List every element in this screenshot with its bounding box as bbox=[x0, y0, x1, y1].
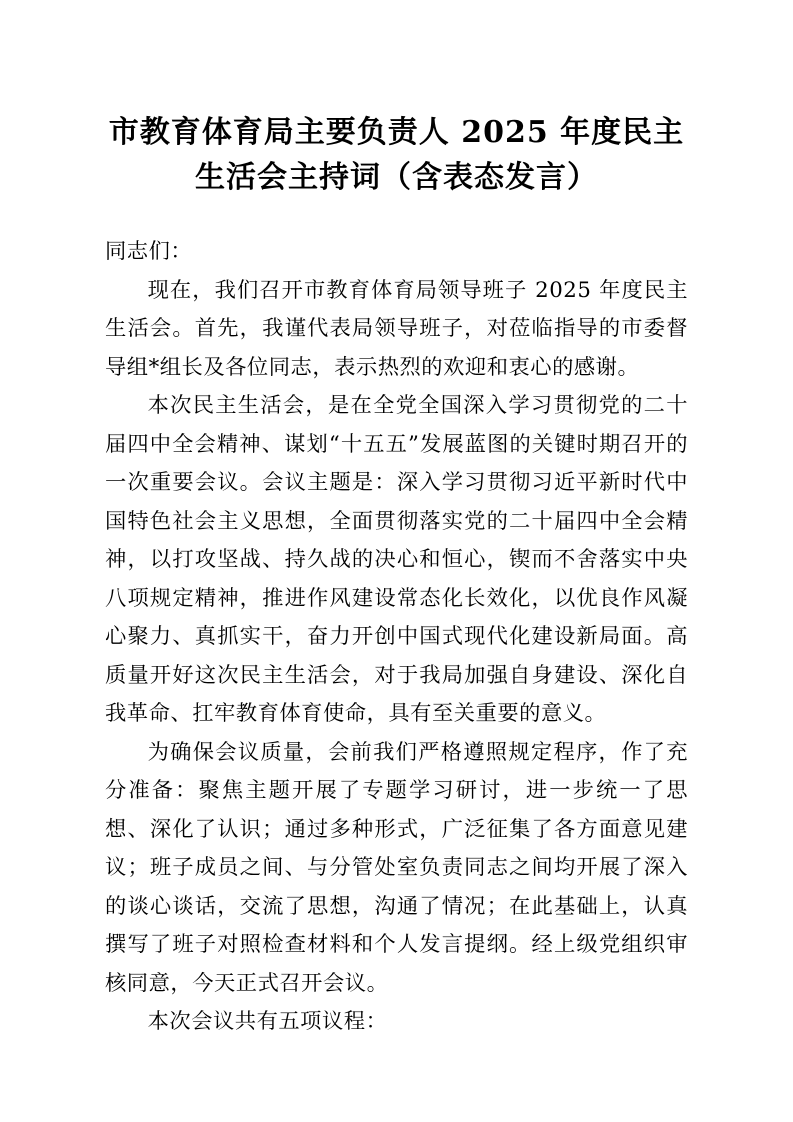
paragraph-agenda-intro: 本次会议共有五项议程： bbox=[147, 1009, 388, 1034]
document-body bbox=[105, 233, 688, 1042]
document-title-line1: 市教育体育局主要负责人 2025 年度民主 bbox=[108, 115, 685, 150]
document-title bbox=[105, 110, 688, 200]
document-title-line2: 生活会主持词（含表态发言） bbox=[195, 160, 598, 195]
paragraph-preparation: 为确保会议质量，会前我们严格遵照规定程序，作了充分准备：聚焦主题开展了专题学习研讨，进一步统一了思想、深化了认识；通过多种形式，广泛征集了各方面意见建议；班子成员之间、与分管处室负责同志之间均开展了深入的谈心谈话，交流了思想，沟通了情况；在此基础上，认真撰写了班子对照检查材料和个人发言提纲。经上级党组织审核同意，今天正式召开会议。 bbox=[105, 739, 688, 996]
paragraph-salutation: 同志们： bbox=[105, 239, 193, 264]
paragraph-opening-welcome: 现在，我们召开市教育体育局领导班子 2025 年度民主生活会。首先，我谨代表局领导班子，对莅临指导的市委督导组*组长及各位同志，表示热烈的欢迎和衷心的感谢。 bbox=[105, 277, 688, 380]
paragraph-meeting-theme: 本次民主生活会，是在全党全国深入学习贯彻党的二十届四中全会精神、谋划“十五五”发展蓝图的关键时期召开的一次重要会议。会议主题是：深入学习贯彻习近平新时代中国特色社会主义思想，全面贯彻落实党的二十届四中全会精神，以打攻坚战、持久战的决心和恒心，锲而不舍落实中央八项规定精神，推进作风建设常态化长效化，以优良作风凝心聚力、真抓实干，奋力开创中国式现代化建设新局面。高质量开好这次民主生活会，对于我局加强自身建设、深化自我革命、扛牢教育体育使命，具有至关重要的意义。 bbox=[105, 393, 688, 726]
